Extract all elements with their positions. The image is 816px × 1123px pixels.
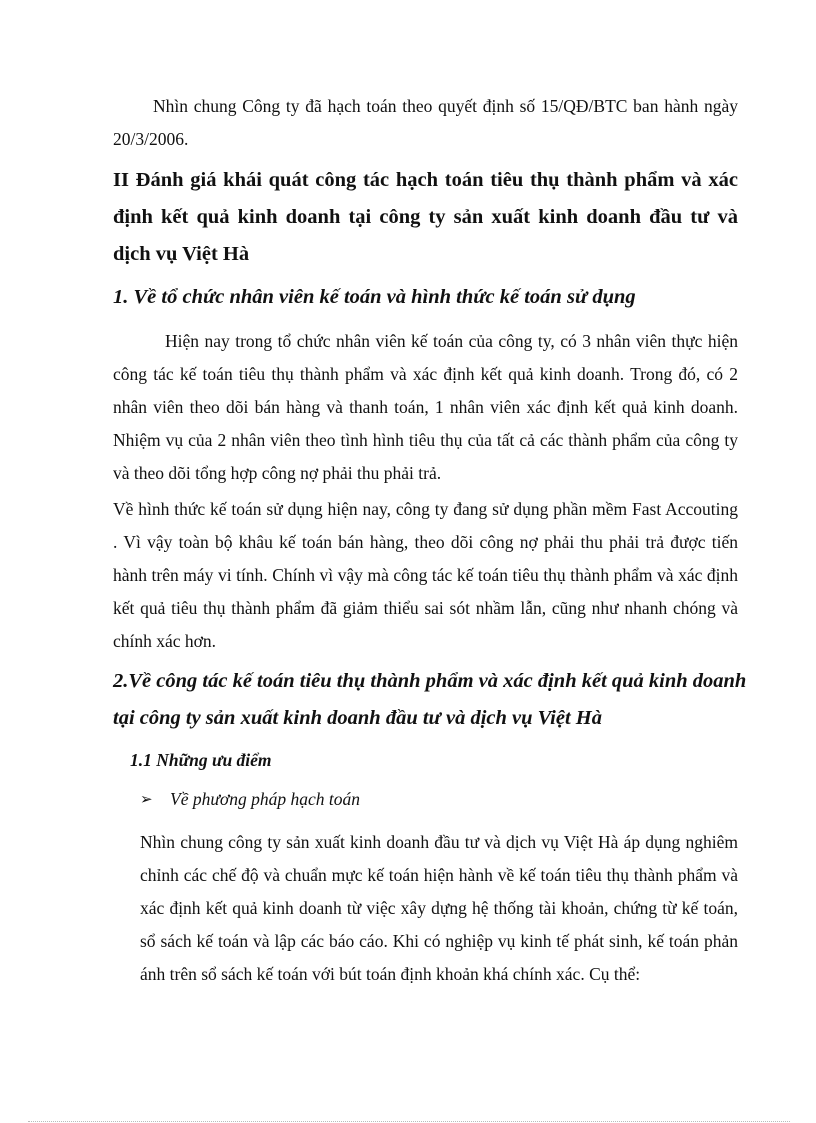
section-heading-1: 1. Về tổ chức nhân viên kế toán và hình thức kế toán sử dụng bbox=[113, 286, 636, 308]
subheading-advantages: 1.1 Những ưu điểm bbox=[130, 750, 272, 770]
section-heading-ii: II Đánh giá khái quát công tác hạch toán tiêu thụ thành phẩm và xác định kết quả kinh doanh tại công ty sản xuất kinh doanh đầu tư và dịch vụ Việt Hà bbox=[113, 169, 738, 265]
paragraph-accounting-form: Về hình thức kế toán sử dụng hiện nay, công ty đang sử dụng phần mềm Fast Accouting . Vì vậy toàn bộ khâu kế toán bán hàng, theo dõi công nợ phải thu phải trả được tiến hành trên máy vi tính. Chính vì vậy mà công tác kế toán tiêu thụ thành phẩm và xác định kết quả tiêu thụ thành phẩm đã giảm thiểu sai sót nhầm lẫn, cũng như nhanh chóng và chính xác hơn. bbox=[113, 499, 738, 651]
paragraph-accounting-method: Nhìn chung công ty sản xuất kinh doanh đầu tư và dịch vụ Việt Hà áp dụng nghiêm chỉnh các chế độ và chuẩn mực kế toán hiện hành về kế toán tiêu thụ thành phẩm và xác định kết quả kinh doanh từ việc xây dựng hệ thống tài khoản, chứng từ kế toán, sổ sách kế toán và lập các báo cáo. Khi có nghiệp vụ kinh tế phát sinh, kế toán phản ánh trên sổ sách kế toán với bút toán định khoản khá chính xác. Cụ thể: bbox=[140, 832, 738, 984]
bullet-label: Về phương pháp hạch toán bbox=[170, 789, 360, 809]
intro-paragraph: Nhìn chung Công ty đã hạch toán theo quyết định số 15/QĐ/BTC ban hành ngày 20/3/2006. bbox=[113, 96, 738, 149]
section-heading-2: 2.Về công tác kế toán tiêu thụ thành phẩm và xác định kết quả kinh doanh tại công ty sản xuất kinh doanh đầu tư và dịch vụ Việt Hà bbox=[113, 670, 747, 729]
bullet-item bbox=[140, 789, 360, 810]
paragraph-accounting-staff: Hiện nay trong tổ chức nhân viên kế toán của công ty, có 3 nhân viên thực hiện công tác kế toán tiêu thụ thành phẩm và xác định kết quả kinh doanh. Trong đó, có 2 nhân viên theo dõi bán hàng và thanh toán, 1 nhân viên xác định kết quả kinh doanh. Nhiệm vụ của 2 nhân viên theo tình hình tiêu thụ của tất cả các thành phẩm của công ty và theo dõi tổng hợp công nợ phải thu phải trả. bbox=[113, 331, 738, 483]
page-bottom-divider bbox=[28, 1121, 790, 1122]
arrow-bullet-icon: ➢ bbox=[140, 792, 153, 808]
